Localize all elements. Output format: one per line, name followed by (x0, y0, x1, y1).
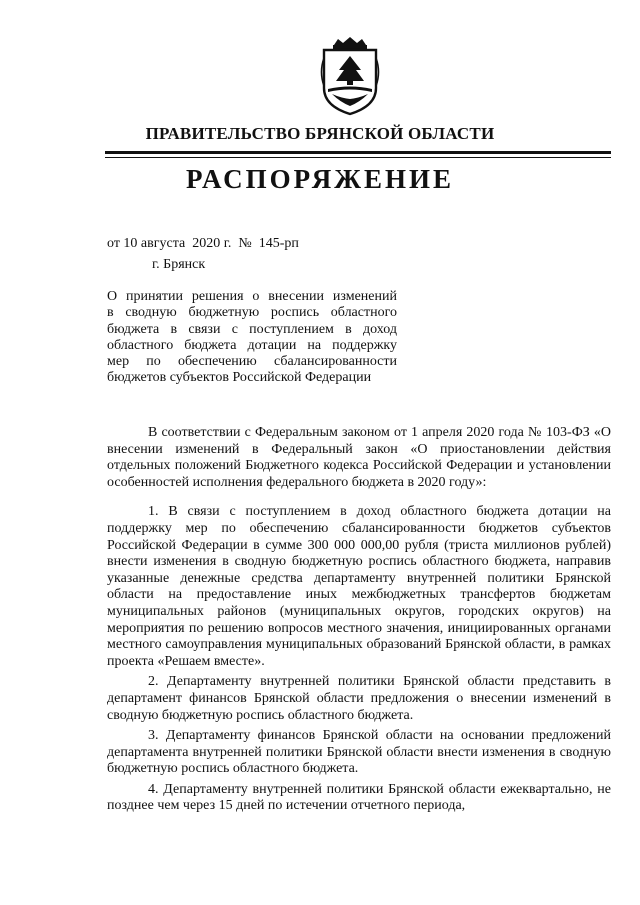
subject-line: бюджета в связи с поступлением в доход (107, 321, 397, 337)
document-body (107, 425, 611, 815)
document-subject (107, 289, 397, 387)
body-paragraph-2: 2. Департаменту внутренней политики Брянской области представить в департамент финансов Брянской области предложения о внесении изменений в сводную бюджетную роспись областного бюджета. (107, 674, 611, 723)
city-line: г. Брянск (152, 257, 206, 272)
header-divider-thick (105, 151, 611, 154)
subject-line: О принятии решения о внесении изменений (107, 289, 397, 304)
body-paragraph-4: 4. Департаменту внутренней политики Брянской области ежеквартально, не позднее чем через 15 дней по истечении отчетного периода, (107, 781, 611, 814)
bryansk-coat-of-arms-icon (318, 36, 382, 116)
body-paragraph-3: 3. Департаменту финансов Брянской области на основании предложений департамента внутренней политики Брянской области внести изменения в сводную бюджетную роспись областного бюджета. (107, 728, 611, 777)
subject-line: мер по обеспечению сбалансированности (107, 354, 397, 370)
date-number-text: от 10 августа 2020 г. № 145-рп (107, 236, 299, 251)
header-divider-thin (105, 157, 611, 158)
date-number-line (107, 236, 299, 252)
body-paragraph-1: 1. В связи с поступлением в доход областного бюджета дотации на поддержку мер по обеспечению сбалансированности бюджетов субъектов Российской Федерации в сумме 300 000 000,00 рубля (триста миллионов рублей) внести изменения в сводную бюджетную роспись областного бюджета, направив указанные денежные средства департаменту внутренней политики Брянской области на предоставление иных межбюджетных трансфертов бюджетам муниципальных районов (муниципальных округов, городских округов) на мероприятия по решению вопросов местного значения, инициированных органами местного самоуправления муниципальных образований Брянской области, в рамках проекта «Решаем вместе». (107, 504, 611, 669)
subject-line: бюджетов субъектов Российской Федерации (107, 370, 372, 386)
document-type-title: РАСПОРЯЖЕНИЕ (185, 164, 455, 194)
government-title: ПРАВИТЕЛЬСТВО БРЯНСКОЙ ОБЛАСТИ (145, 124, 495, 143)
body-paragraph-preamble: В соответствии с Федеральным законом от 1 апреля 2020 года № 103-ФЗ «О внесении изменений в Федеральный закон «О приостановлении действия отдельных положений Бюджетного кодекса Российской Федерации и установлении особенностей исполнения федерального бюджета в 2020 году»: (107, 425, 611, 490)
subject-line: областного бюджета дотации на поддержку (107, 337, 397, 353)
subject-line: в сводную бюджетную роспись областного (107, 305, 397, 321)
